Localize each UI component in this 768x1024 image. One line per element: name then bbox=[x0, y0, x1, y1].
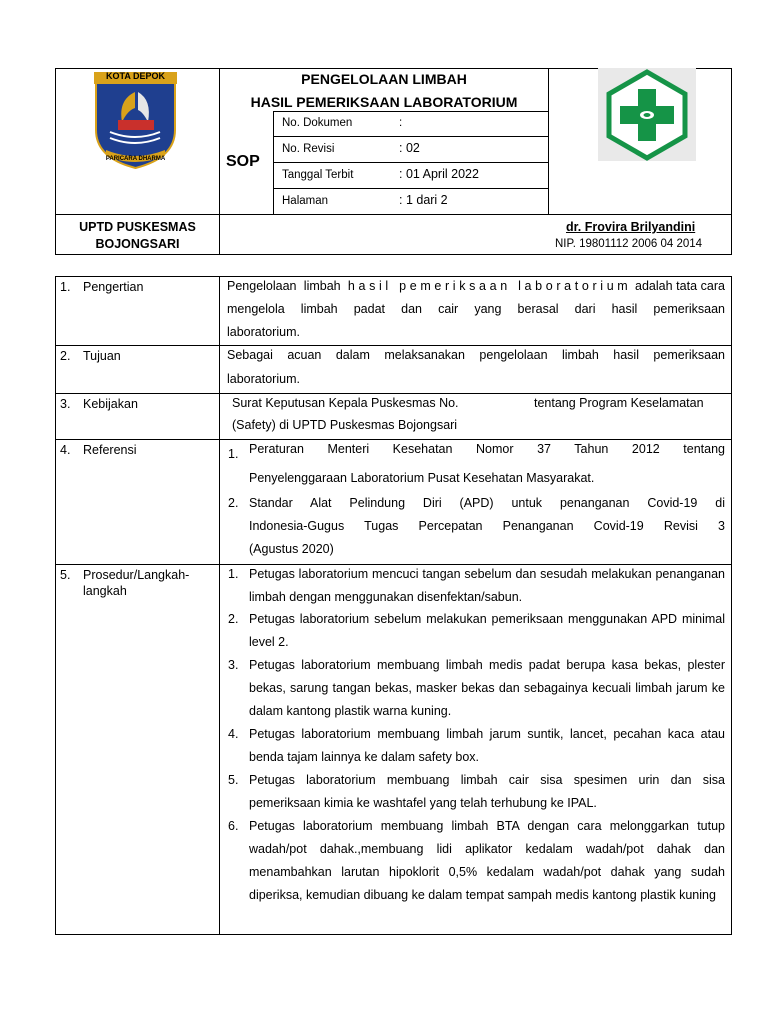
puskesmas-logo bbox=[598, 68, 696, 161]
ref-item-1-line1: Peraturan Menteri Kesehatan Nomor 37 Tahun 2012 tentang bbox=[249, 442, 725, 456]
step-number: 3. bbox=[228, 658, 239, 672]
tujuan-line2: laboratorium. bbox=[227, 372, 300, 386]
row-label-pengertian: Pengertian bbox=[83, 280, 144, 294]
sop-label: SOP bbox=[226, 153, 260, 170]
signer-nip: NIP. 19801112 2006 04 2014 bbox=[555, 238, 703, 250]
row-number: 5. bbox=[60, 568, 71, 582]
ref-item-2-line3: (Agustus 2020) bbox=[249, 542, 334, 556]
content-divider bbox=[219, 276, 220, 935]
pengertian-line1: Pengelolaan limbah h a s i l p e m e r i k s a a n l a b o r a t o r i u m adalah tata cara bbox=[227, 279, 725, 293]
kebijakan-line2: (Safety) di UPTD Puskesmas Bojongsari bbox=[232, 418, 458, 432]
ref-item-2-line2: Indonesia-Gugus Tugas Percepatan Penanganan Covid-19 Revisi 3 bbox=[249, 519, 725, 533]
row-number: 4. bbox=[60, 443, 71, 457]
row-number: 3. bbox=[60, 397, 71, 411]
step-text: Petugas laboratorium sebelum melakukan pemeriksaan menggunakan APD minimal level 2. bbox=[249, 612, 725, 649]
row-label-tujuan: Tujuan bbox=[83, 349, 121, 363]
row-label-referensi: Referensi bbox=[83, 443, 137, 457]
org-name-line2: BOJONGSARI bbox=[95, 237, 180, 251]
kebijakan-line1b: tentang Program Keselamatan bbox=[534, 396, 704, 410]
step-number: 6. bbox=[228, 819, 239, 833]
step-text: Petugas laboratorium membuang limbah medis padat berupa kasa bekas, plester bekas, sarung tangan bekas, masker bekas dan sebagainya kecuali limbah jarum ke dalam kantong plastik warna kuning. bbox=[249, 658, 725, 718]
header-divider bbox=[273, 188, 549, 189]
header-divider bbox=[273, 111, 549, 112]
crest-banner-text: KOTA DEPOK bbox=[105, 71, 165, 81]
meta-label-tanggal: Tanggal Terbit bbox=[282, 169, 354, 181]
step-number: 5. bbox=[228, 773, 239, 787]
step-text: Petugas laboratorium membuang limbah jarum suntik, lancet, pecahan kaca atau benda tajam lainnya ke dalam safety box. bbox=[249, 727, 725, 764]
step-number: 2. bbox=[228, 612, 239, 626]
meta-label-revisi: No. Revisi bbox=[282, 143, 335, 155]
ref-item-1-line2: Penyelenggaraan Laboratorium Pusat Kesehatan Masyarakat. bbox=[249, 471, 595, 485]
meta-value-halaman: : 1 dari 2 bbox=[399, 193, 448, 207]
signer-name: dr. Frovira Brilyandini bbox=[566, 220, 696, 234]
row-label-prosedur: Prosedur/Langkah- bbox=[83, 568, 190, 582]
header-divider bbox=[55, 214, 732, 215]
meta-label-dokumen: No. Dokumen bbox=[282, 117, 353, 129]
pengertian-line3: laboratorium. bbox=[227, 325, 300, 339]
row-number: 1. bbox=[60, 280, 71, 294]
step-text: Petugas laboratorium membuang limbah BTA dengan cara melonggarkan tutup wadah/pot dahak.,membuang lidi aplikator kedalam wadah/pot dahak dan menambahkan larutan hipoklorit 0,5% kedalam wadah/pot dahak yang sudah diperiksa, kemudian dibuang ke dalam tempat sampah medis kantong plastik kuning bbox=[249, 819, 725, 902]
row-number: 2. bbox=[60, 349, 71, 363]
step-number: 4. bbox=[228, 727, 239, 741]
kebijakan-line1a: Surat Keputusan Kepala Puskesmas No. bbox=[232, 396, 459, 410]
step-text: Petugas laboratorium mencuci tangan sebelum dan sesudah melakukan penanganan limbah dengan menggunakan disenfektan/sabun. bbox=[249, 567, 725, 604]
meta-value-tanggal: : 01 April 2022 bbox=[399, 167, 479, 181]
ref-item-number: 1. bbox=[228, 447, 239, 461]
meta-value-revisi: : 02 bbox=[399, 141, 420, 155]
ref-item-2-line1: Standar Alat Pelindung Diri (APD) untuk penanganan Covid-19 di bbox=[249, 496, 725, 510]
row-label-kebijakan: Kebijakan bbox=[83, 397, 138, 411]
header-divider bbox=[273, 162, 549, 163]
row-label-prosedur-cont: langkah bbox=[83, 584, 127, 598]
step-number: 1. bbox=[228, 567, 239, 581]
tujuan-line1: Sebagai acuan dalam melaksanakan pengelolaan limbah hasil pemeriksaan bbox=[227, 348, 725, 362]
org-name-line1: UPTD PUSKESMAS bbox=[79, 220, 196, 234]
pengertian-line2: mengelola limbah padat dan cair yang berasal dari hasil pemeriksaan bbox=[227, 302, 725, 316]
crest-motto-text: PARICARA DHARMA bbox=[105, 156, 166, 162]
header-divider bbox=[548, 68, 549, 214]
ref-item-number: 2. bbox=[228, 496, 239, 510]
header-divider bbox=[273, 136, 549, 137]
meta-label-halaman: Halaman bbox=[282, 195, 329, 207]
doc-title-line1: PENGELOLAAN LIMBAH bbox=[301, 71, 467, 87]
meta-value-dokumen: : bbox=[399, 117, 403, 129]
step-text: Petugas laboratorium membuang limbah cair sisa spesimen urin dan sisa pemeriksaan kimia ke washtafel yang telah terhubung ke IPAL. bbox=[249, 773, 725, 810]
doc-title-line2: HASIL PEMERIKSAAN LABORATORIUM bbox=[250, 94, 518, 110]
